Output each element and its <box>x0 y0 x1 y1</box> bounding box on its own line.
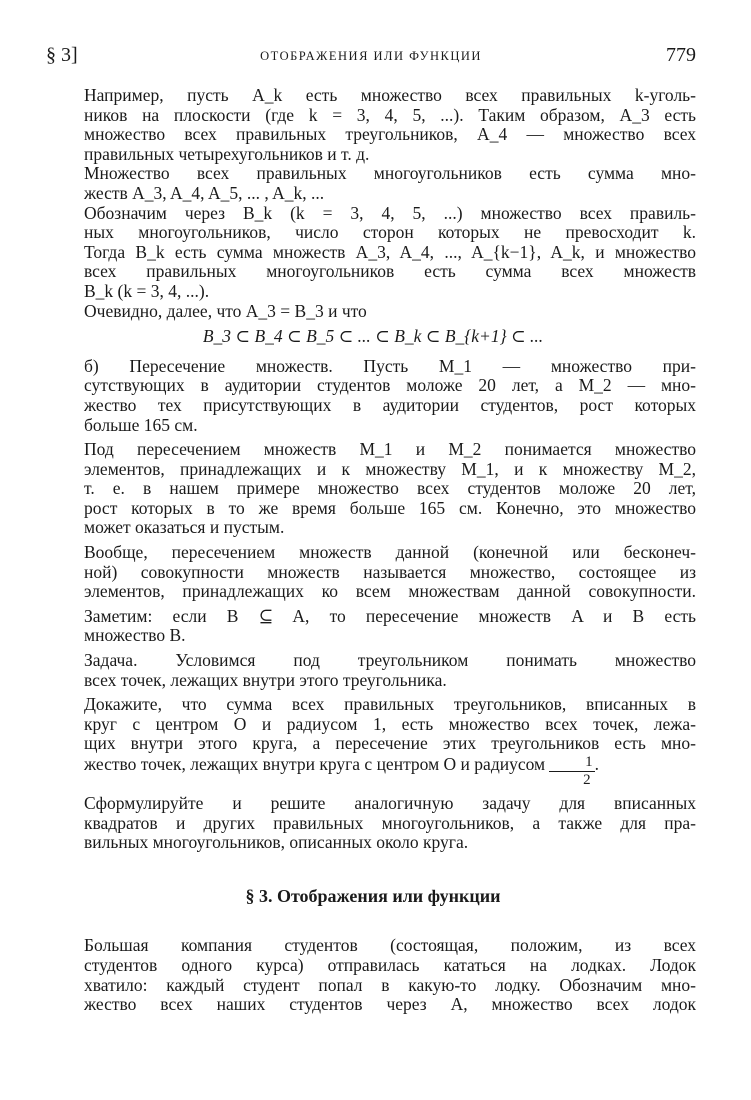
text-line: жество точек, лежащих внутри круга с центром O и радиусом <box>84 754 546 774</box>
paragraph-intersection-definition <box>50 440 696 538</box>
text-line: жеств A_3, A_4, A_5, ... , A_k, ... <box>84 182 325 203</box>
text-line: студентов одного курса) отправилась кататься на лодках. Лодок <box>84 954 696 975</box>
text-line: Заметим: если B ⊆ A, то пересечение множеств A и B есть <box>84 605 696 626</box>
text-line: может оказаться и пустым. <box>84 517 285 538</box>
text-line: больше 165 см. <box>84 414 198 435</box>
text-line: жество всех наших студентов через A, множество всех лодок <box>84 994 696 1015</box>
text-line: Например, пусть A_k есть множество всех правильных k-уголь- <box>84 85 696 105</box>
section-marker: § 3] <box>46 44 78 66</box>
fraction-one-half <box>549 754 595 789</box>
text-line: Большая компания студентов (состоящая, положим, из всех <box>84 935 696 956</box>
paragraph-sum-of-sets <box>50 164 696 203</box>
text-line: Множество всех правильных многоугольников есть сумма мно- <box>84 163 696 184</box>
section-heading: § 3. Отображения или функции <box>245 885 501 906</box>
page-body <box>50 86 696 1015</box>
paragraph-prove <box>50 695 696 789</box>
text-line: рост которых в то же время больше 165 см. Конечно, это множество <box>84 497 696 518</box>
text-line-with-fraction: жество точек, лежащих внутри круга с центром O и радиусом $\frac{1}{2}$ . <box>84 754 599 788</box>
text-line: всех правильных многоугольников есть сумма всех множеств <box>84 261 696 282</box>
paragraph-intersection-intro <box>50 357 696 435</box>
fraction-denominator: 2 <box>583 772 591 788</box>
text-line: б) Пересечение множеств. Пусть M_1 — множество при- <box>84 355 696 376</box>
text-line: щих внутри этого круга, а пересечение этих треугольников есть мно- <box>84 733 696 754</box>
text-line: хватило: каждый студент попал в какую-то лодку. Обозначим мно- <box>84 974 696 995</box>
text-line: сутствующих в аудитории студентов моложе 20 лет, а M_2 — мно- <box>84 375 696 396</box>
paragraph-subset-remark <box>50 607 696 646</box>
text-line: элементов, принадлежащих и к множеству M_1, и к множеству M_2, <box>84 458 696 479</box>
text-line: Обозначим через B_k (k = 3, 4, 5, ...) множество всех правиль- <box>84 202 696 223</box>
text-line: элементов, принадлежащих ко всем множествам данной совокупности. <box>84 581 696 602</box>
text-line: квадратов и других правильных многоугольников, а также для пра- <box>84 812 696 833</box>
paragraph-general-intersection <box>50 543 696 602</box>
text-line: всех точек, лежащих внутри этого треугольника. <box>84 669 447 690</box>
text-line: жество тех присутствующих в аудитории студентов, рост которых <box>84 394 696 415</box>
paragraph-formulate <box>50 794 696 853</box>
paragraph-example-polygons <box>50 86 696 164</box>
text-line: Задача. Условимся под треугольником понимать множество <box>84 650 696 671</box>
text-line: Докажите, что сумма всех правильных треугольников, вписанных в <box>84 694 696 715</box>
text-line: множество всех правильных треугольников, A_4 — множество всех <box>84 124 696 145</box>
text-line: множество B. <box>84 625 186 646</box>
text-line: правильных четырехугольников и т. д. <box>84 143 370 164</box>
paragraph-problem <box>50 651 696 690</box>
text-line: Вообще, пересечением множеств данной (конечной или бесконеч- <box>84 542 696 563</box>
text-line: Очевидно, далее, что A_3 = B_3 и что <box>84 300 367 321</box>
inclusion-chain-formula: B_3 ⊂ B_4 ⊂ B_5 ⊂ ... ⊂ B_k ⊂ B_{k+1} ⊂ ... <box>202 326 544 347</box>
text-line: B_k (k = 3, 4, ...). <box>84 280 210 301</box>
fraction-numerator: 1 <box>549 754 595 772</box>
text-line: т. е. в нашем примере множество всех студентов моложе 20 лет, <box>84 478 696 499</box>
text-line: Тогда B_k есть сумма множеств A_3, A_4, ..., A_{k−1}, A_k, и множество <box>84 241 696 262</box>
text-line: Сформулируйте и решите аналогичную задачу для вписанных <box>84 793 696 813</box>
text-line: ников на плоскости (где k = 3, 4, 5, ...). Таким образом, A_3 есть <box>84 104 696 125</box>
page-number: 779 <box>666 44 696 66</box>
paragraph-obviously <box>50 302 696 322</box>
paragraph-boats <box>50 936 696 1014</box>
text-line: ной) совокупности множеств называется множество, состоящее из <box>84 561 696 582</box>
text-line: ных многоугольников, число сторон которых не превосходит k. <box>84 222 696 243</box>
text-line: круг с центром O и радиусом 1, есть множество всех точек, лежа- <box>84 713 696 734</box>
page-header <box>46 44 696 74</box>
paragraph-define-bk <box>50 204 696 302</box>
text-line: Под пересечением множеств M_1 и M_2 понимается множество <box>84 439 696 460</box>
running-title: ОТОБРАЖЕНИЯ ИЛИ ФУНКЦИИ <box>260 49 482 63</box>
text-line: вильных многоугольников, описанных около круга. <box>84 832 469 853</box>
